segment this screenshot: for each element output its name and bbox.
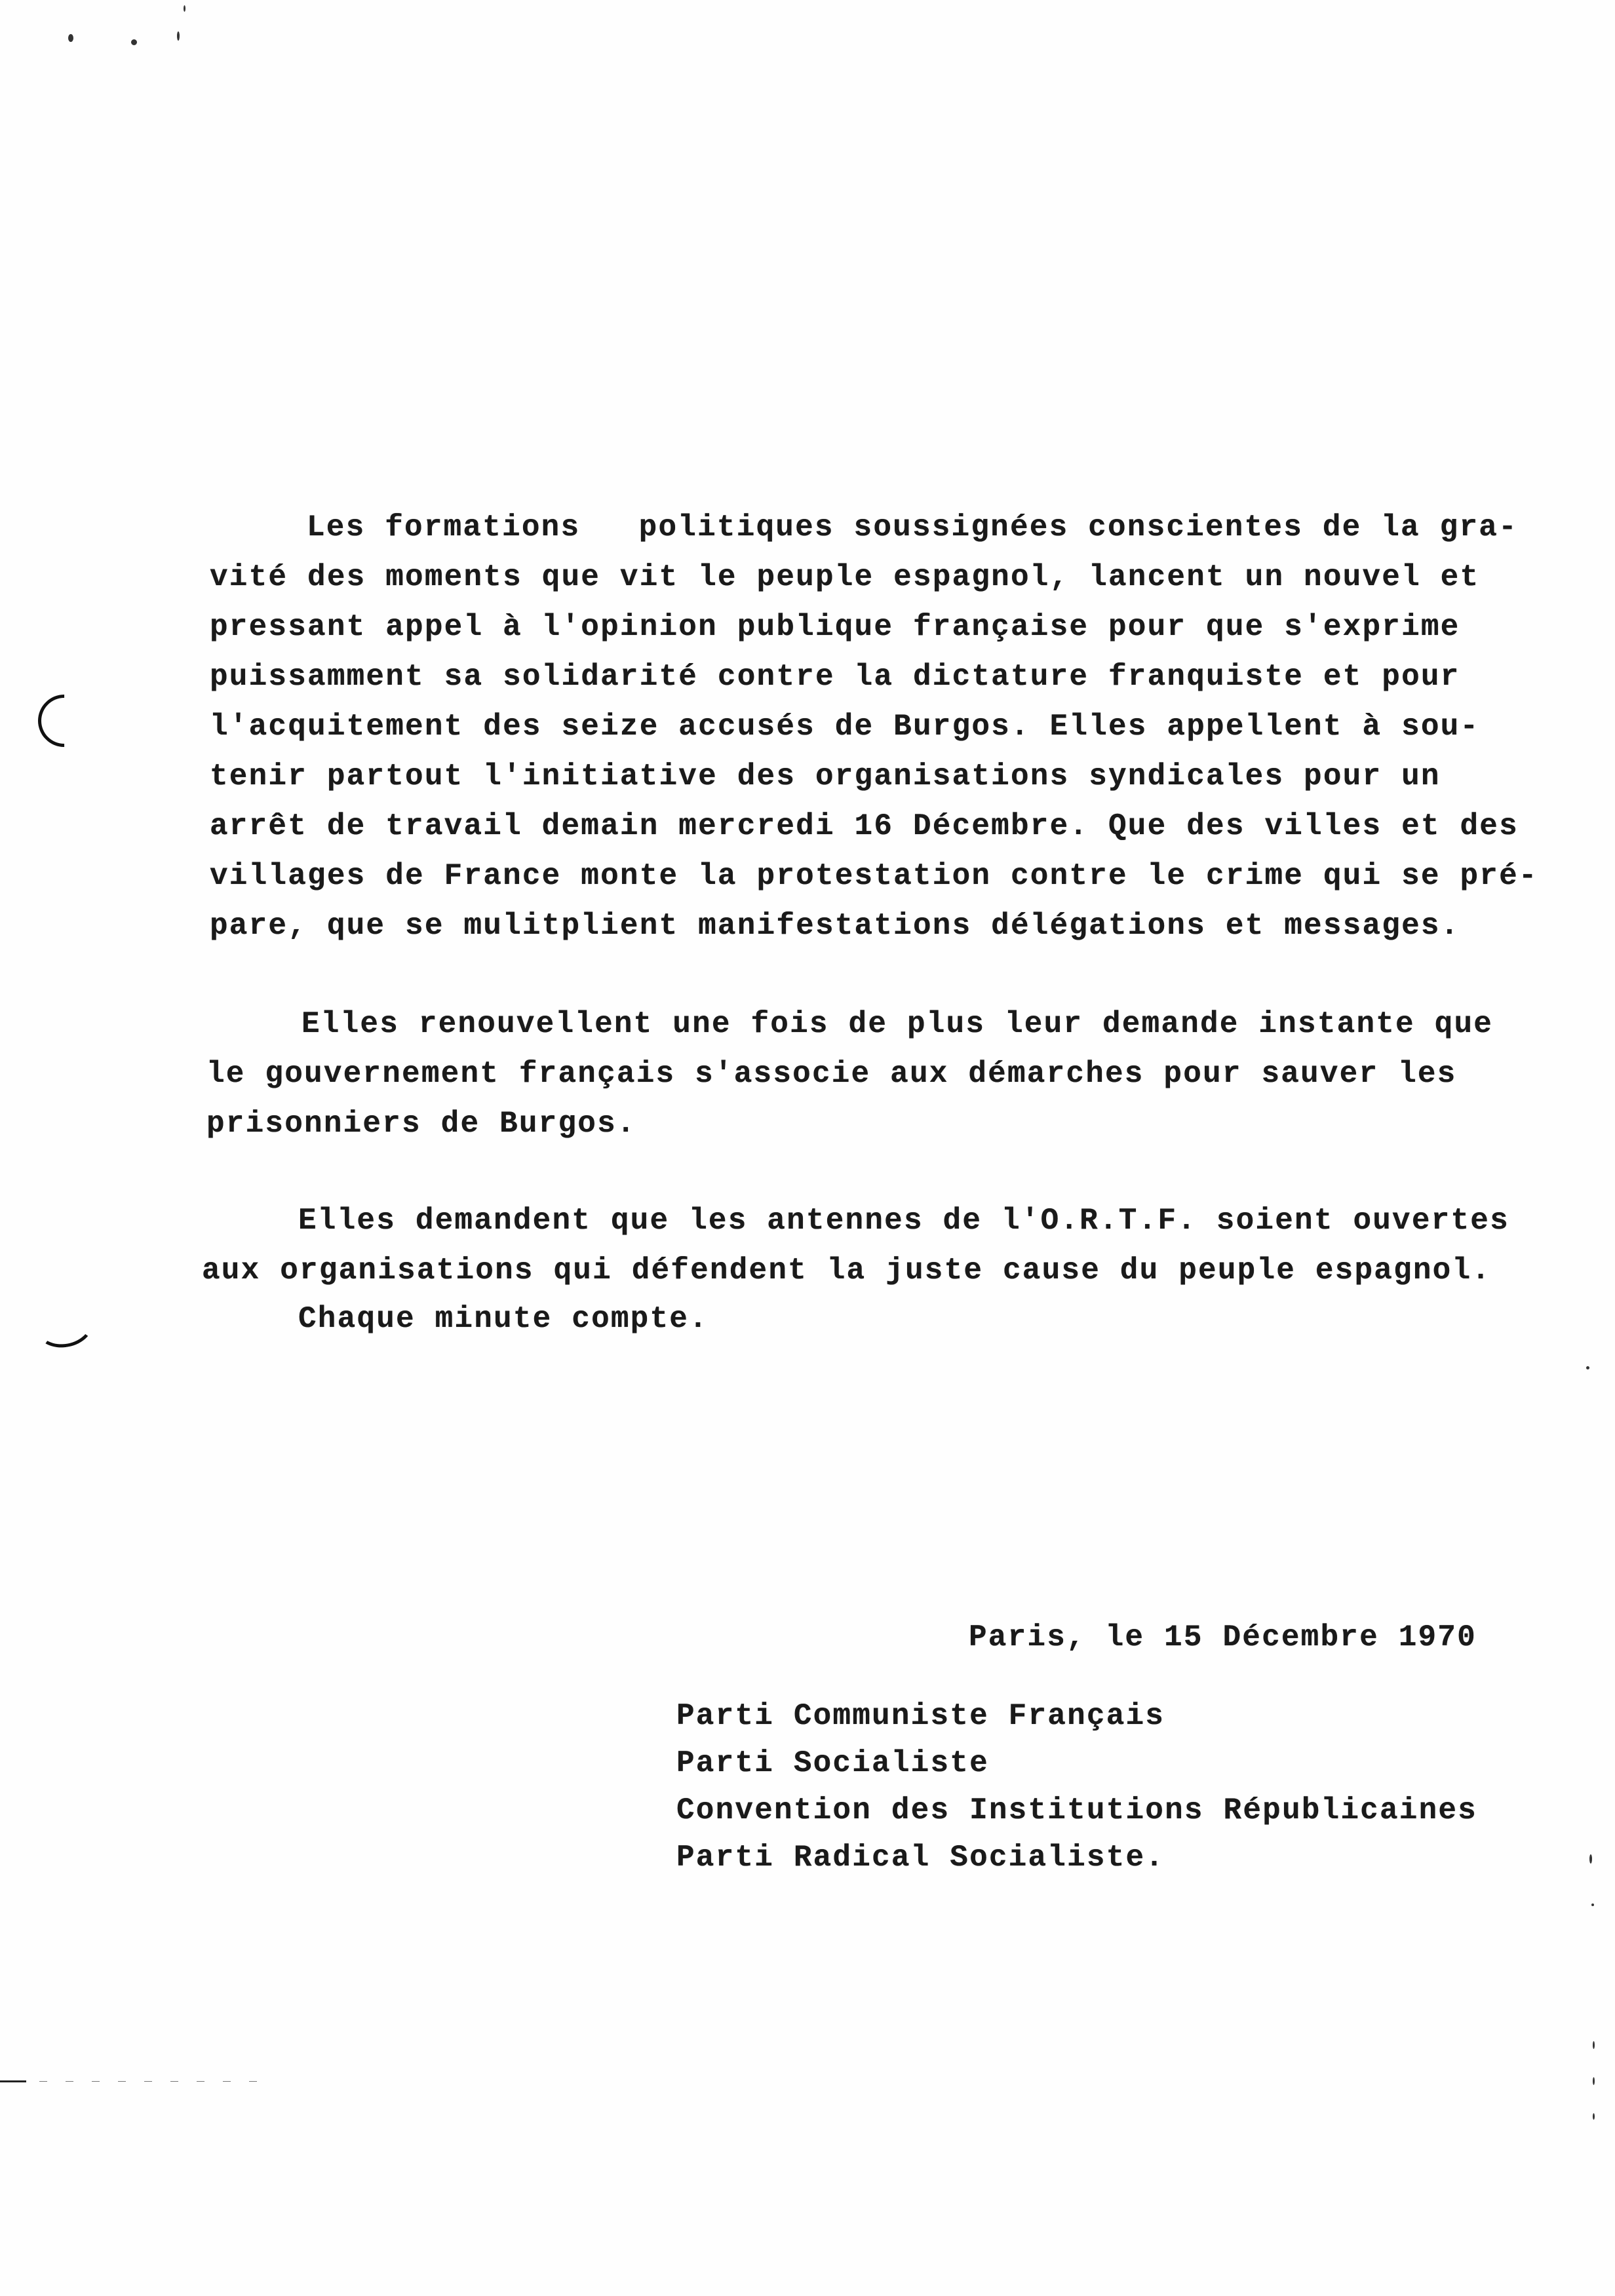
paragraph-2-line-1: Elles renouvellent une fois de plus leur demande instante que: [302, 1007, 1494, 1041]
paragraph-1-line-6: tenir partout l'initiative des organisations syndicales pour un: [210, 759, 1441, 794]
bottom-scan-line: [0, 2080, 26, 2082]
signatory-2: Parti Socialiste: [676, 1746, 989, 1780]
signatory-4: Parti Radical Socialiste.: [676, 1841, 1165, 1875]
paragraph-3-line-2: aux organisations qui défendent la juste cause du peuple espagnol.: [202, 1253, 1492, 1288]
bottom-scan-dashes: [39, 2081, 262, 2082]
paragraph-1-line-5: l'acquitement des seize accusés de Burgos. Elles appellent à sou-: [210, 710, 1480, 744]
paragraph-1-line-8: villages de France monte la protestation contre le crime qui se pré-: [210, 859, 1538, 893]
punch-hole-mark-top: [27, 683, 101, 757]
paragraph-1-line-9: pare, que se mulitplient manifestations délégations et messages.: [210, 909, 1460, 943]
paragraph-1-line-1: Les formations politiques soussignées conscientes de la gra-: [307, 510, 1518, 545]
paragraph-1-line-7: arrêt de travail demain mercredi 16 Décembre. Que des villes et des: [210, 809, 1519, 843]
signatory-1: Parti Communiste Français: [676, 1699, 1165, 1733]
dateline: Paris, le 15 Décembre 1970: [969, 1620, 1477, 1655]
paragraph-1-line-2: vité des moments que vit le peuple espagnol, lancent un nouvel et: [210, 560, 1480, 594]
signatory-3: Convention des Institutions Républicaines: [676, 1793, 1477, 1827]
paragraph-2-line-3: prisonniers de Burgos.: [206, 1107, 636, 1141]
paragraph-2-line-2: le gouvernement français s'associe aux démarches pour sauver les: [206, 1057, 1457, 1091]
paragraph-1-line-4: puissamment sa solidarité contre la dictature franquiste et pour: [210, 660, 1460, 694]
paragraph-1-line-3: pressant appel à l'opinion publique française pour que s'exprime: [210, 610, 1460, 644]
paragraph-3-line-3: Chaque minute compte.: [298, 1302, 709, 1336]
paragraph-3-line-1: Elles demandent que les antennes de l'O.R.T.F. soient ouvertes: [298, 1204, 1509, 1238]
punch-hole-mark-bottom: [32, 1299, 96, 1352]
